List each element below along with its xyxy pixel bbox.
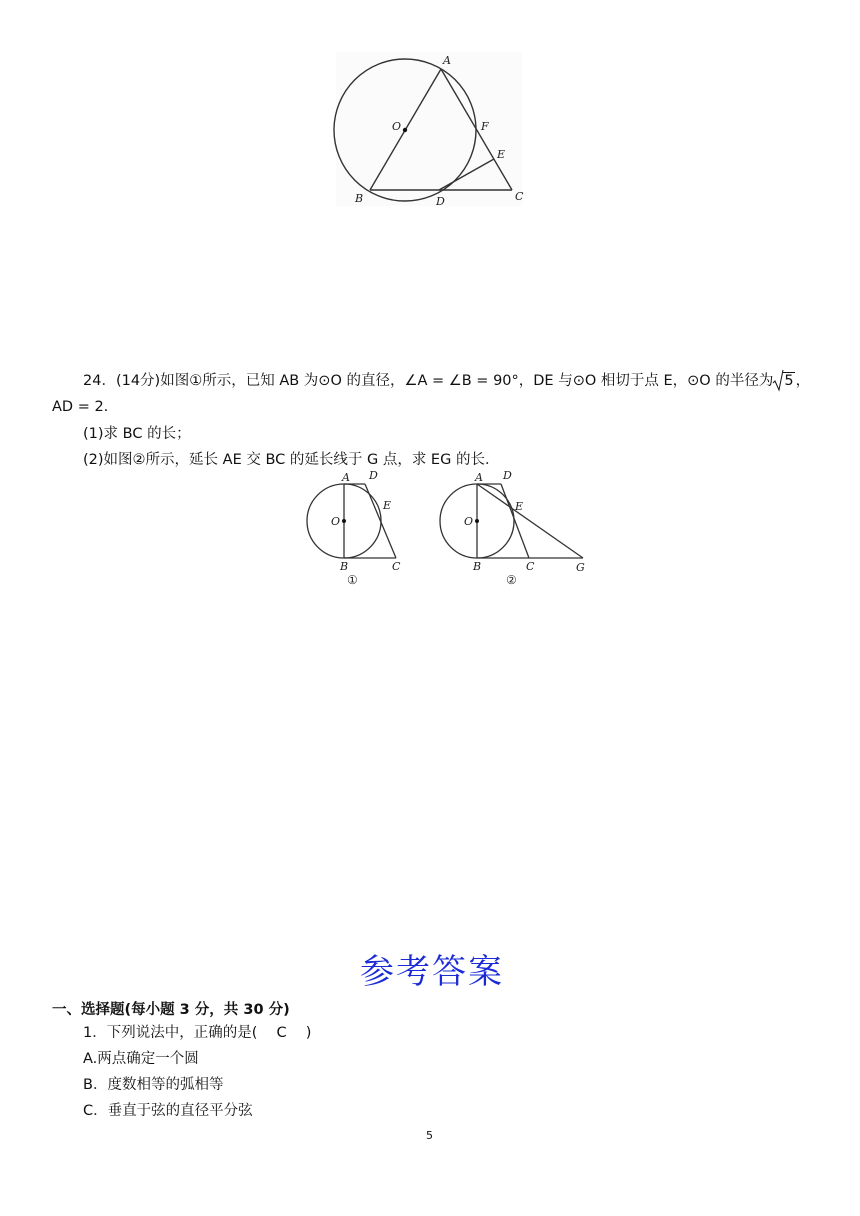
fig2-label-b: B [473, 560, 482, 573]
fig1-caption: ① [347, 573, 358, 587]
answer-key-title: 参考答案 [360, 952, 504, 992]
fig1-label-c: C [392, 560, 401, 573]
sqrt-expression [773, 371, 794, 391]
fig1-label-b: B [340, 560, 349, 573]
label-a: A [443, 54, 451, 67]
label-e: E [497, 148, 506, 161]
fig2-label-e: E [515, 500, 524, 513]
q24-part1: (1)求 BC 的长； [83, 426, 191, 442]
q24-line2: AD = 2. [52, 399, 109, 415]
fig2-label-d: D [503, 469, 512, 482]
fig2-label-a: A [475, 471, 483, 484]
page-number: 5 [426, 1129, 433, 1142]
fig1-label-e: E [383, 499, 392, 512]
q24-line1-suffix: ， [795, 373, 811, 389]
answer-q1: 1．下列说法中，正确的是( C ) [83, 1025, 312, 1041]
fig2-center-point [475, 519, 479, 523]
answer-option-c: C．垂直于弦的直径平分弦 [83, 1103, 253, 1119]
figure-1-svg [300, 468, 415, 590]
answer-option-a: A.两点确定一个圆 [83, 1051, 199, 1067]
figure-1 [300, 468, 415, 590]
label-b: B [355, 192, 364, 205]
fig2-caption: ② [506, 573, 517, 587]
fig1-center-point [342, 519, 346, 523]
answer-option-b: B．度数相等的弧相等 [83, 1077, 224, 1093]
label-d: D [436, 195, 445, 208]
figure-2-svg [433, 468, 593, 590]
q24-line1 [83, 371, 810, 391]
label-o: O [392, 120, 402, 133]
fig1-label-o: O [331, 515, 341, 528]
q24-line1-prefix: 24．(14分)如图①所示，已知 AB 为⊙O 的直径，∠A = ∠B = 90°，DE 与⊙O 相切于点 E，⊙O 的半径为 [83, 373, 774, 389]
fig2-label-g: G [576, 561, 585, 574]
fig2-label-c: C [526, 560, 535, 573]
radical-sign [773, 368, 803, 392]
label-c: C [515, 190, 524, 203]
figure-background [336, 52, 522, 206]
fig1-label-a: A [342, 471, 350, 484]
q24-part2: (2)如图②所示，延长 AE 交 BC 的延长线于 G 点，求 EG 的长． [83, 452, 500, 468]
center-point-o [403, 128, 407, 132]
figure-circle-triangle-svg [330, 50, 530, 210]
fig1-label-d: D [369, 469, 378, 482]
radicand: 5 [784, 373, 794, 389]
fig2-segment-ag [477, 484, 583, 558]
figure-circle-triangle [330, 50, 530, 210]
section-heading-choice: 一、选择题(每小题 3 分，共 30 分) [52, 1002, 290, 1018]
figure-2 [433, 468, 593, 590]
fig2-segment-dc [501, 484, 529, 558]
label-f: F [481, 120, 489, 133]
fig2-label-o: O [464, 515, 474, 528]
